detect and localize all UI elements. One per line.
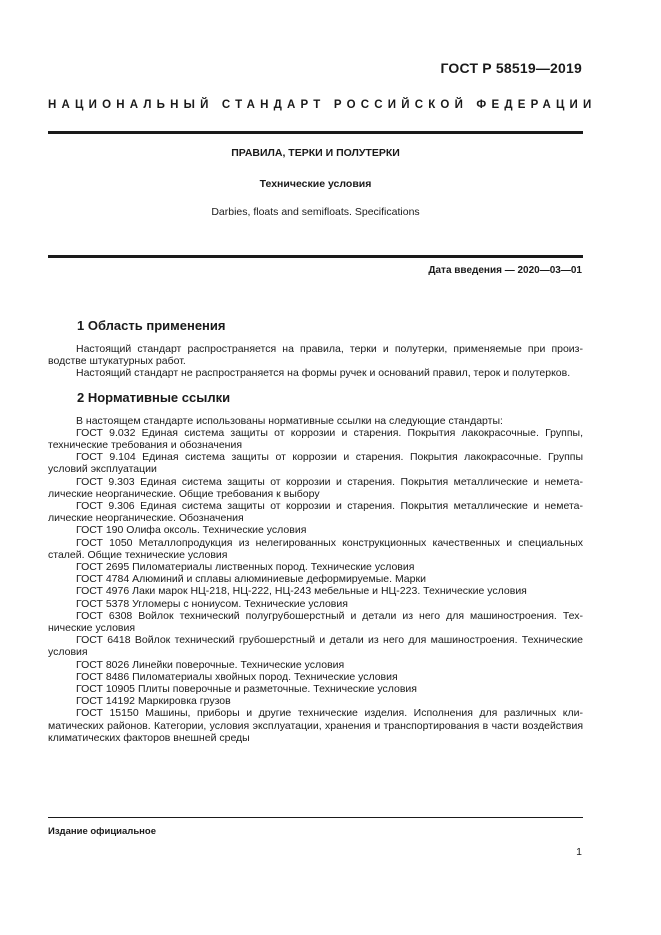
reference-item: ГОСТ 9.303 Единая система защиты от коррозии и старения. Покрытия металлические и неметалические неорганические. Общие требования к выбору — [48, 475, 583, 500]
reference-item: ГОСТ 9.032 Единая система защиты от коррозии и старения. Покрытия лакокрасочные. Группы, технические требования и обозначения — [48, 426, 583, 452]
section-heading: 1 Область применения — [77, 318, 226, 333]
standard-number: ГОСТ Р 58519—2019 — [440, 60, 582, 76]
reference-item: ГОСТ 4784 Алюминий и сплавы алюминиевые деформируемые. Марки — [76, 573, 426, 586]
reference-item: ГОСТ 4976 Лаки марок НЦ-218, НЦ-222, НЦ-243 мебельные и НЦ-223. Технические условия — [76, 585, 527, 598]
reference-item: ГОСТ 1050 Металлопродукция из нелегированных конструкционных качественных и специальных сталей. Общие технические условия — [48, 536, 583, 561]
top-divider — [48, 131, 583, 134]
reference-item: ГОСТ 9.104 Единая система защиты от коррозии и старения. Покрытия лакокрасочные. Группы условий эксплуатации — [48, 451, 583, 476]
document-title-english: Darbies, floats and semifloats. Specifications — [211, 206, 420, 218]
reference-item: ГОСТ 2695 Пиломатериалы лиственных пород. Технические условия — [76, 561, 415, 574]
document-subtitle: Технические условия — [259, 178, 372, 190]
reference-item: ГОСТ 8026 Линейки поверочные. Технические условия — [76, 658, 345, 671]
reference-item: ГОСТ 8486 Пиломатериалы хвойных пород. Технические условия — [76, 670, 398, 683]
spacer — [48, 380, 583, 389]
document-title: ПРАВИЛА, ТЕРКИ И ПОЛУТЕРКИ — [231, 147, 400, 159]
page-number: 1 — [576, 846, 582, 858]
introduction-date: Дата введения — 2020—03—01 — [428, 265, 582, 276]
official-edition-note: Издание официальное — [48, 826, 156, 837]
section-heading: 2 Нормативные ссылки — [77, 389, 231, 405]
national-standard-heading: НАЦИОНАЛЬНЫЙ СТАНДАРТ РОССИЙСКОЙ ФЕДЕРАЦИИ — [48, 99, 597, 111]
reference-item: ГОСТ 190 Олифа оксоль. Технические условия — [76, 524, 307, 537]
reference-item: ГОСТ 6308 Войлок технический полугрубошерстный и детали из него для машиностроения. Технические условия — [48, 609, 583, 635]
paragraph: В настоящем стандарте использованы нормативные ссылки на следующие стандарты: — [76, 414, 503, 427]
reference-item: ГОСТ 14192 Маркировка грузов — [76, 695, 231, 708]
reference-item: ГОСТ 6418 Войлок технический грубошерстный и детали из него для машиностроения. Технические условия — [48, 634, 583, 659]
paragraph: Настоящий стандарт распространяется на правила, терки и полутерки, применяемые при производстве штукатурных работ. — [48, 343, 583, 368]
title-divider — [48, 255, 583, 258]
body-text — [48, 317, 583, 744]
paragraph: Настоящий стандарт не распространяется на формы ручек и оснований правил, терок и полутерков. — [76, 367, 571, 380]
reference-item: ГОСТ 5378 Угломеры с нониусом. Технические условия — [76, 597, 348, 610]
reference-item: ГОСТ 15150 Машины, приборы и другие технические изделия. Исполнения для различных климатических районов. Категории, условия эксплуатации, хранения и транспортирования в части воздействия климатических факторов внешней среды — [48, 707, 583, 744]
footer-divider — [48, 817, 583, 818]
normative-references-list — [48, 415, 583, 744]
reference-item: ГОСТ 9.306 Единая система защиты от коррозии и старения. Покрытия металлические и неметалические неорганические. Обозначения — [48, 500, 583, 525]
reference-item: ГОСТ 10905 Плиты поверочные и разметочные. Технические условия — [76, 683, 417, 696]
